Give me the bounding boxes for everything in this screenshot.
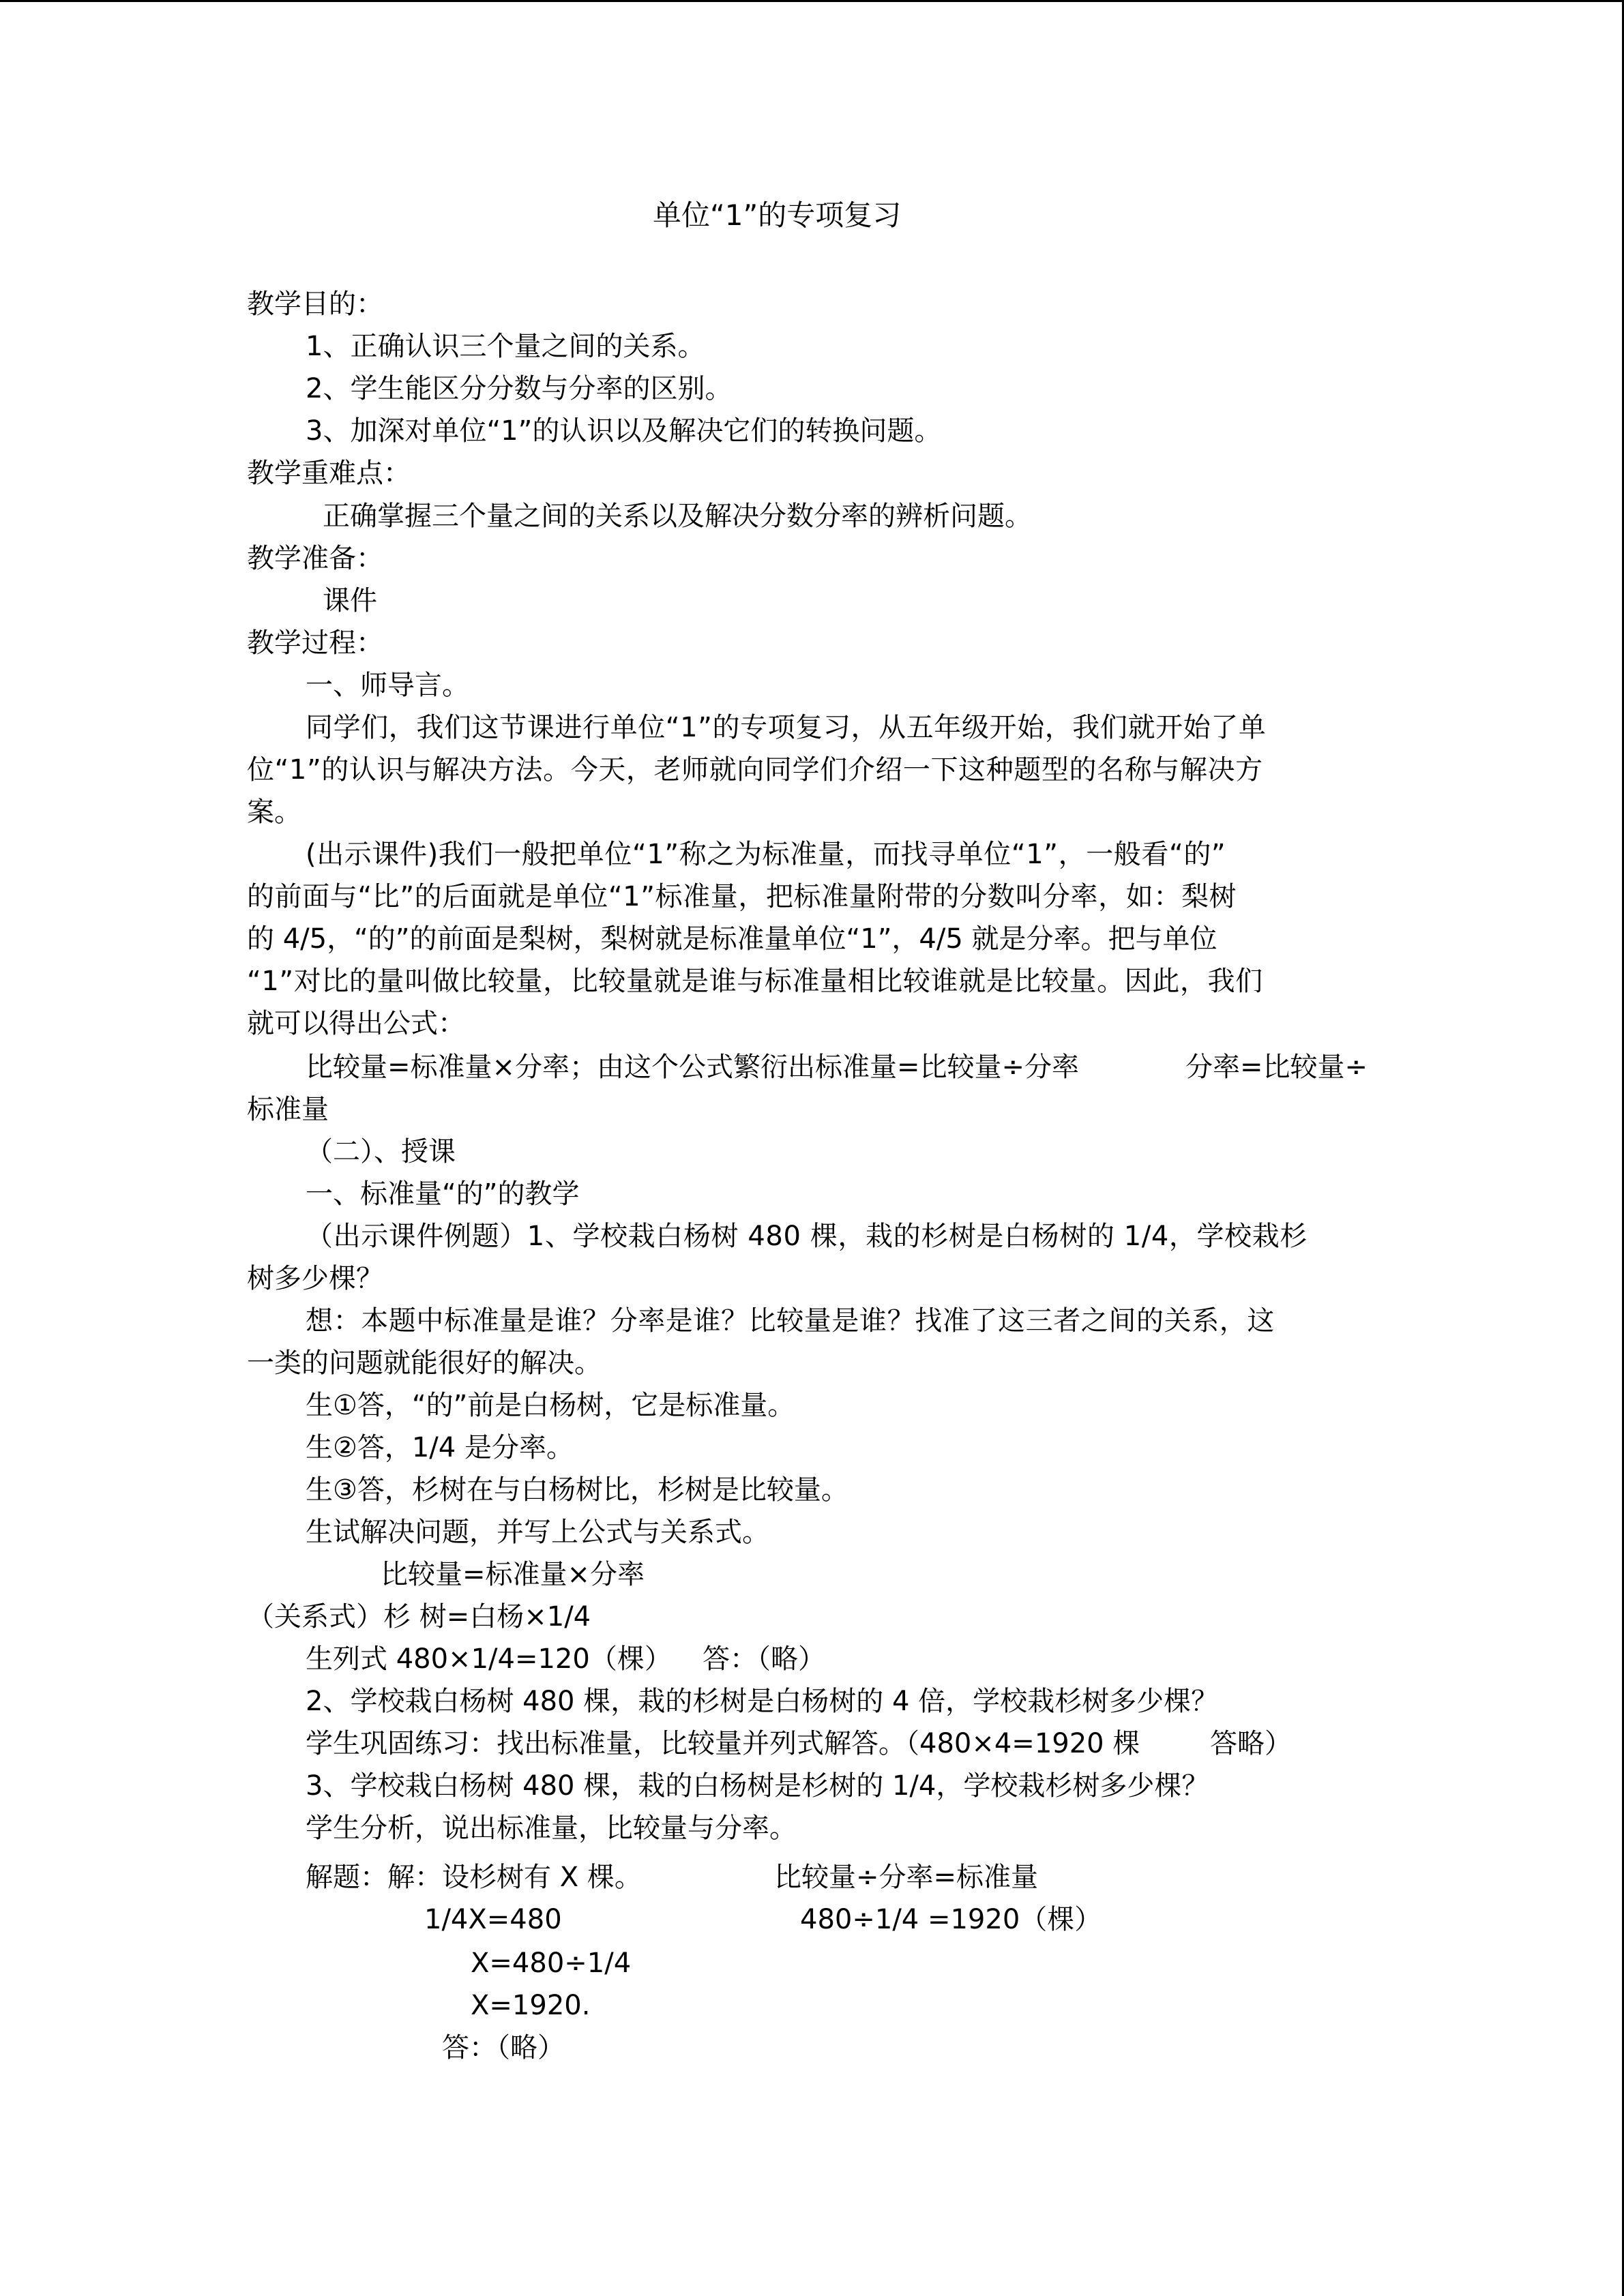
objective-1: 1、正确认识三个量之间的关系。 <box>306 331 705 362</box>
paragraph-line: 的 4/5，“的”的前面是梨树，梨树就是标准量单位“1”，4/5 就是分率。把与单位 <box>247 923 1217 955</box>
paragraph-line: “1”对比的量叫做比较量，比较量就是谁与标准量相比较谁就是比较量。因此，我们 <box>247 966 1263 997</box>
formula-computation: 480÷1/4 =1920（棵） <box>800 1904 1102 1935</box>
subsection-heading: 一、标准量“的”的教学 <box>306 1178 580 1210</box>
student-answer-2: 生②答，1/4 是分率。 <box>306 1432 574 1463</box>
answer-omitted: 答：（略） <box>703 1643 825 1675</box>
student-answer-1: 生①答，“的”前是白杨树，它是标准量。 <box>306 1390 795 1421</box>
student-try: 生试解决问题，并写上公式与关系式。 <box>306 1517 769 1548</box>
think-line: 想：本题中标准量是谁？分率是谁？比较量是谁？找准了这三者之间的关系，这 <box>306 1305 1275 1337</box>
formula-line: 比较量=标准量×分率；由这个公式繁衍出标准量=比较量÷分率 <box>306 1052 1080 1083</box>
heading-preparation: 教学准备： <box>247 543 383 574</box>
formula-line-tail: 分率=比较量÷ <box>1185 1052 1368 1083</box>
preparation-text: 课件 <box>323 585 377 616</box>
key-points-text: 正确掌握三个量之间的关系以及解决分数分率的辨析问题。 <box>323 501 1032 532</box>
think-line-wrap: 一类的问题就能很好的解决。 <box>247 1347 602 1379</box>
student-equation: 生列式 480×1/4=120（棵） <box>306 1643 672 1675</box>
practice-line: 学生巩固练习：找出标准量，比较量并列式解答。（480×4=1920 棵 <box>306 1728 1140 1759</box>
formula-line-wrap: 标准量 <box>247 1094 329 1125</box>
equation-step-1: 1/4X=480 <box>424 1904 562 1935</box>
paragraph-line: 就可以得出公式： <box>247 1008 465 1039</box>
objective-2: 2、学生能区分分数与分率的区别。 <box>306 373 733 404</box>
paragraph-line: (出示课件)我们一般把单位“1”称之为标准量，而找寻单位“1”，一般看“的” <box>306 839 1226 870</box>
student-analysis: 学生分析，说出标准量，比较量与分率。 <box>306 1813 797 1844</box>
equation-step-2: X=480÷1/4 <box>471 1948 632 1979</box>
paragraph-line: 案。 <box>247 796 301 828</box>
solution-setup: 解题：解：设杉树有 X 棵。 <box>306 1862 642 1893</box>
example-1-wrap: 树多少棵？ <box>247 1263 383 1294</box>
paragraph-line: 的前面与“比”的后面就是单位“1”标准量，把标准量附带的分数叫分率，如：梨树 <box>247 881 1237 912</box>
example-3: 3、学校栽白杨树 480 棵，栽的白杨树是杉树的 1/4，学校栽杉树多少棵？ <box>306 1770 1209 1802</box>
heading-key-points: 教学重难点： <box>247 458 411 489</box>
objective-3: 3、加深对单位“1”的认识以及解决它们的转换问题。 <box>306 415 942 447</box>
heading-objectives: 教学目的： <box>247 288 383 320</box>
equation-step-3: X=1920. <box>471 1990 591 2021</box>
example-1: （出示课件例题）1、学校栽白杨树 480 棵，栽的杉树是白杨树的 1/4，学校栽杉 <box>306 1221 1308 1252</box>
relation-formula: （关系式）杉 树=白杨×1/4 <box>247 1601 591 1632</box>
paragraph-line: 位“1”的认识与解决方法。今天，老师就向同学们介绍一下这种题型的名称与解决方 <box>247 754 1263 786</box>
example-2: 2、学校栽白杨树 480 棵，栽的杉树是白杨树的 4 倍，学校栽杉树多少棵？ <box>306 1686 1219 1717</box>
page-title: 单位“1”的专项复习 <box>653 198 902 232</box>
heading-process: 教学过程： <box>247 627 383 659</box>
practice-answer: 答略） <box>1210 1728 1292 1759</box>
paragraph-line: 同学们，我们这节课进行单位“1”的专项复习，从五年级开始，我们就开始了单 <box>306 712 1267 743</box>
formula-repeat: 比较量=标准量×分率 <box>381 1559 645 1590</box>
solution-formula: 比较量÷分率=标准量 <box>774 1862 1039 1893</box>
final-answer: 答：（略） <box>442 2032 565 2063</box>
section-intro: 一、师导言。 <box>306 670 469 701</box>
student-answer-3: 生③答，杉树在与白杨树比，杉树是比较量。 <box>306 1474 848 1506</box>
section-teaching: （二）、授课 <box>306 1136 456 1167</box>
